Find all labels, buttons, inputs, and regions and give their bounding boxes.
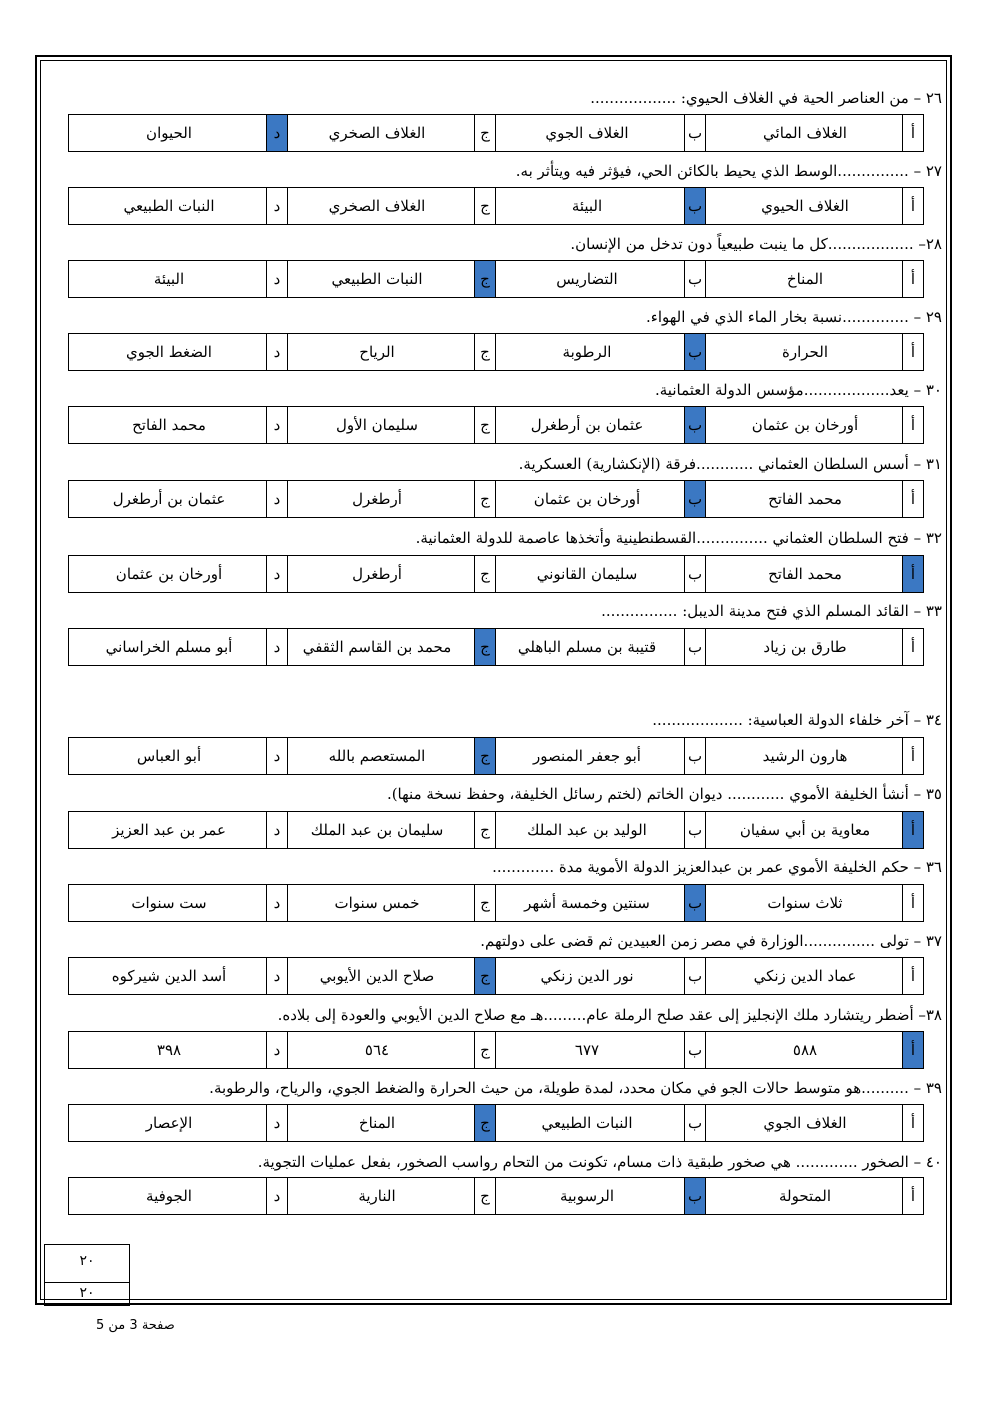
option-text: أبو مسلم الخراساني	[105, 638, 233, 656]
option-text: النبات الطبيعي	[541, 1114, 633, 1132]
option-letter: ج	[474, 334, 495, 370]
option-letter: ب	[684, 738, 705, 774]
answer-option[interactable]	[704, 628, 924, 666]
option-text: الغلاف الصخري	[328, 124, 426, 142]
option-text: الغلاف الصخري	[328, 197, 426, 215]
option-text: الوليد بن عبد الملك	[527, 821, 647, 839]
answer-option[interactable]	[276, 737, 496, 775]
answer-option[interactable]	[68, 811, 288, 849]
answer-row	[67, 480, 924, 518]
answer-option[interactable]	[704, 884, 924, 922]
option-letter: د	[266, 407, 287, 443]
option-text: الإعصار	[145, 1114, 193, 1132]
answer-row	[67, 114, 924, 152]
question-text: ٣٢ – فتح السلطان العثماني ...............القسطنطينية وأتخذها عاصمة للدولة العثمانية.	[415, 529, 942, 547]
option-letter: أ	[902, 958, 923, 994]
option-letter: أ	[902, 1032, 923, 1068]
option-letter: ب	[684, 334, 705, 370]
option-letter: د	[266, 885, 287, 921]
option-text: النبات الطبيعي	[123, 197, 215, 215]
answer-option[interactable]	[704, 737, 924, 775]
answer-option[interactable]	[68, 480, 288, 518]
option-letter: د	[266, 1178, 287, 1214]
answer-option[interactable]	[486, 555, 706, 593]
option-letter: ب	[684, 115, 705, 151]
answer-option[interactable]	[486, 114, 706, 152]
option-letter: أ	[902, 556, 923, 592]
answer-option[interactable]	[276, 555, 496, 593]
answer-row	[67, 260, 924, 298]
answer-option[interactable]	[486, 1104, 706, 1142]
option-text: هارون الرشيد	[762, 747, 848, 765]
option-letter: د	[266, 556, 287, 592]
option-text: الضغط الجوي	[126, 343, 212, 361]
option-text: الحرارة	[782, 343, 828, 361]
option-text: ٣٩٨	[156, 1041, 182, 1059]
page-number: صفحة 3 من 5	[96, 1318, 175, 1333]
option-text: أبو العباس	[136, 747, 202, 765]
option-letter: أ	[902, 629, 923, 665]
question-text: ٢٦ – من العناصر الحية في الغلاف الحيوي: ..................	[590, 89, 942, 107]
score-divider	[45, 1282, 129, 1283]
option-letter: ج	[474, 188, 495, 224]
option-letter: ج	[474, 407, 495, 443]
option-letter: أ	[902, 407, 923, 443]
option-text: النارية	[358, 1187, 396, 1205]
answer-option[interactable]	[276, 1031, 496, 1069]
option-letter: د	[266, 958, 287, 994]
answer-option[interactable]	[276, 260, 496, 298]
option-text: سليمان الأول	[336, 416, 418, 434]
option-text: خمس سنوات	[334, 894, 420, 912]
answer-option[interactable]	[68, 1177, 288, 1215]
answer-option[interactable]	[276, 957, 496, 995]
option-letter: د	[266, 334, 287, 370]
option-letter: ج	[474, 885, 495, 921]
answer-option[interactable]	[486, 1177, 706, 1215]
question-text: ٣٣ – القائد المسلم الذي فتح مدينة الديبل: ................	[601, 602, 942, 620]
answer-option[interactable]	[68, 737, 288, 775]
option-letter: ج	[474, 261, 495, 297]
option-text: الجوفية	[146, 1187, 192, 1205]
answer-option[interactable]	[704, 114, 924, 152]
option-text: التضاريس	[556, 270, 618, 288]
answer-option[interactable]	[276, 1177, 496, 1215]
answer-option[interactable]	[68, 884, 288, 922]
option-text: الحيوان	[146, 124, 192, 142]
answer-option[interactable]	[704, 1177, 924, 1215]
option-text: أورخان بن عثمان	[751, 416, 859, 434]
option-text: نور الدين زنكي	[540, 967, 634, 985]
answer-option[interactable]	[68, 1104, 288, 1142]
option-letter: ب	[684, 1032, 705, 1068]
question-text: ٣٤ – آخر خلفاء الدولة العباسية: ...................	[652, 711, 942, 729]
question-text: ٢٧ – ...............الوسط الذي يحيط بالكائن الحي، فيؤثر فيه ويتأثر به.	[515, 162, 942, 180]
option-letter: د	[266, 812, 287, 848]
option-letter: ج	[474, 481, 495, 517]
question-text: ٣٩ – ..........هو متوسط حالات الجو في مكان محدد، لمدة طويلة، من حيث الحرارة والضغط الجوي، والرياح، والرطوبة.	[209, 1079, 942, 1097]
option-letter: ب	[684, 812, 705, 848]
answer-option[interactable]	[704, 957, 924, 995]
option-letter: أ	[902, 812, 923, 848]
answer-option[interactable]	[68, 628, 288, 666]
option-letter: أ	[902, 481, 923, 517]
answer-option[interactable]	[276, 628, 496, 666]
score-box	[44, 1244, 130, 1306]
option-text: الغلاف المائي	[763, 124, 847, 142]
answer-row	[67, 555, 924, 593]
option-letter: د	[266, 1032, 287, 1068]
answer-option[interactable]	[486, 260, 706, 298]
answer-option[interactable]	[486, 884, 706, 922]
answer-row	[67, 811, 924, 849]
option-text: قتيبة بن مسلم الباهلي	[517, 638, 657, 656]
answer-row	[67, 957, 924, 995]
question-text: ٣١ – أسس السلطان العثماني ............فرقة (الإنكشارية) العسكرية.	[518, 455, 942, 473]
option-text: محمد الفاتح	[768, 490, 842, 508]
option-text: عثمان بن أرطغرل	[530, 416, 644, 434]
answer-row	[67, 1031, 924, 1069]
option-letter: ب	[684, 1105, 705, 1141]
option-text: البيئة	[153, 270, 185, 288]
answer-option[interactable]	[486, 187, 706, 225]
option-letter: ب	[684, 1178, 705, 1214]
option-text: المستعصم بالله	[328, 747, 426, 765]
answer-option[interactable]	[276, 1104, 496, 1142]
answer-option[interactable]	[276, 480, 496, 518]
option-text: أبو جعفر المنصور	[533, 747, 641, 765]
answer-option[interactable]	[486, 628, 706, 666]
option-letter: ج	[474, 556, 495, 592]
option-letter: ج	[474, 812, 495, 848]
option-letter: ج	[474, 958, 495, 994]
answer-row	[67, 628, 924, 666]
option-letter: ج	[474, 738, 495, 774]
option-text: صلاح الدين الأيوبي	[319, 967, 435, 985]
option-letter: ب	[684, 958, 705, 994]
answer-row	[67, 737, 924, 775]
option-letter: د	[266, 481, 287, 517]
option-text: سليمان بن عبد الملك	[310, 821, 444, 839]
option-text: المناخ	[786, 270, 824, 288]
option-text: أرطغرل	[352, 565, 402, 583]
option-text: الرطوبة	[562, 343, 612, 361]
option-letter: ب	[684, 556, 705, 592]
option-letter: ج	[474, 1032, 495, 1068]
answer-option[interactable]	[486, 811, 706, 849]
answer-option[interactable]	[68, 957, 288, 995]
option-letter: د	[266, 1105, 287, 1141]
option-text: أورخان بن عثمان	[115, 565, 223, 583]
option-letter: ج	[474, 1178, 495, 1214]
answer-option[interactable]	[276, 114, 496, 152]
score-bottom: ٢٠	[79, 1285, 95, 1301]
option-text: عماد الدين زنكي	[753, 967, 857, 985]
option-text: ست سنوات	[131, 894, 207, 912]
option-text: محمد بن القاسم الثقفي	[302, 638, 452, 656]
answer-option[interactable]	[276, 811, 496, 849]
option-letter: ب	[684, 407, 705, 443]
option-text: ثلاث سنوات	[767, 894, 843, 912]
option-text: النبات الطبيعي	[331, 270, 423, 288]
answer-row	[67, 406, 924, 444]
option-text: الرسوبية	[559, 1187, 615, 1205]
answer-option[interactable]	[68, 114, 288, 152]
option-letter: ب	[684, 188, 705, 224]
option-letter: ج	[474, 1105, 495, 1141]
option-letter: د	[266, 261, 287, 297]
option-letter: د	[266, 738, 287, 774]
question-text: ٣٠ – يعد..................مؤسس الدولة العثمانية.	[654, 381, 942, 399]
answer-option[interactable]	[704, 406, 924, 444]
option-text: أورخان بن عثمان	[533, 490, 641, 508]
answer-option[interactable]	[486, 406, 706, 444]
answer-option[interactable]	[68, 406, 288, 444]
question-text: ٣٥ – أنشأ الخليفة الأموي ............ ديوان الخاتم (لختم رسائل الخليفة، وحفظ نسخة منها).	[386, 785, 942, 803]
answer-option[interactable]	[704, 811, 924, 849]
question-text: ٢٨– ..................كل ما ينبت طبيعياً دون تدخل من الإنسان.	[570, 235, 942, 253]
answer-row	[67, 1177, 924, 1215]
option-text: معاوية بن أبي سفيان	[739, 821, 871, 839]
option-text: المناخ	[358, 1114, 396, 1132]
option-text: عثمان بن أرطغرل	[112, 490, 226, 508]
answer-option[interactable]	[68, 1031, 288, 1069]
option-letter: أ	[902, 115, 923, 151]
answer-option[interactable]	[68, 555, 288, 593]
question-text: ٣٨– أضطر ريتشارد ملك الإنجليز إلى عقد صلح الرملة عام.........هـ مع صلاح الدين الأيوبي والعودة إلى بلاده.	[277, 1006, 942, 1024]
option-text: سنتين وخمسة أشهر	[524, 894, 650, 912]
option-letter: ب	[684, 481, 705, 517]
option-letter: أ	[902, 261, 923, 297]
option-letter: أ	[902, 738, 923, 774]
option-letter: أ	[902, 334, 923, 370]
answer-option[interactable]	[486, 1031, 706, 1069]
option-letter: ج	[474, 629, 495, 665]
option-text: ٦٧٧	[574, 1041, 600, 1059]
option-text: محمد الفاتح	[768, 565, 842, 583]
option-text: أرطغرل	[352, 490, 402, 508]
option-text: عمر بن عبد العزيز	[112, 821, 226, 839]
option-letter: ب	[684, 629, 705, 665]
option-letter: أ	[902, 885, 923, 921]
question-text: ٤٠ – الصخور ............. هي صخور طبقية ذات مسام، تكونت من التحام رواسب الصخور، بفعل عمليات التجوية.	[257, 1153, 942, 1171]
option-text: الغلاف الجوي	[545, 124, 629, 142]
answer-row	[67, 884, 924, 922]
option-text: محمد الفاتح	[132, 416, 206, 434]
option-letter: ج	[474, 115, 495, 151]
answer-option[interactable]	[276, 884, 496, 922]
answer-option[interactable]	[704, 1104, 924, 1142]
option-text: ٥٦٤	[364, 1041, 390, 1059]
answer-row	[67, 333, 924, 371]
answer-option[interactable]	[486, 333, 706, 371]
option-text: الغلاف الجوي	[763, 1114, 847, 1132]
answer-row	[67, 1104, 924, 1142]
answer-option[interactable]	[68, 333, 288, 371]
option-letter: د	[266, 629, 287, 665]
answer-row	[67, 187, 924, 225]
answer-option[interactable]	[704, 187, 924, 225]
answer-option[interactable]	[68, 187, 288, 225]
option-text: المتحولة	[779, 1187, 831, 1205]
option-letter: د	[266, 188, 287, 224]
option-letter: ب	[684, 261, 705, 297]
option-text: الغلاف الحيوي	[761, 197, 849, 215]
question-text: ٣٧ – تولى ...............الوزارة في مصر زمن العبيدين ثم قضى على دولتهم.	[480, 932, 942, 950]
option-text: ٥٨٨	[792, 1041, 818, 1059]
answer-option[interactable]	[704, 260, 924, 298]
option-text: طارق بن زياد	[763, 638, 847, 656]
answer-option[interactable]	[704, 555, 924, 593]
option-letter: أ	[902, 1105, 923, 1141]
option-letter: أ	[902, 188, 923, 224]
option-letter: أ	[902, 1178, 923, 1214]
option-text: الرياح	[359, 343, 395, 361]
answer-option[interactable]	[276, 333, 496, 371]
answer-option[interactable]	[68, 260, 288, 298]
score-top: ٢٠	[79, 1253, 95, 1269]
answer-option[interactable]	[486, 957, 706, 995]
answer-option[interactable]	[704, 333, 924, 371]
answer-option[interactable]	[704, 480, 924, 518]
question-text: ٢٩ – ..............نسبة بخار الماء الذي في الهواء.	[646, 308, 942, 326]
option-text: سليمان القانوني	[536, 565, 638, 583]
option-text: البيئة	[571, 197, 603, 215]
option-text: أسد الدين شيركوه	[111, 967, 227, 985]
answer-option[interactable]	[486, 480, 706, 518]
option-letter: ب	[684, 885, 705, 921]
answer-option[interactable]	[276, 406, 496, 444]
question-text: ٣٦ – حكم الخليفة الأموي عمر بن عبدالعزيز الدولة الأموية مدة .............	[492, 858, 942, 876]
option-letter: د	[266, 115, 287, 151]
answer-option[interactable]	[276, 187, 496, 225]
answer-option[interactable]	[486, 737, 706, 775]
answer-option[interactable]	[704, 1031, 924, 1069]
